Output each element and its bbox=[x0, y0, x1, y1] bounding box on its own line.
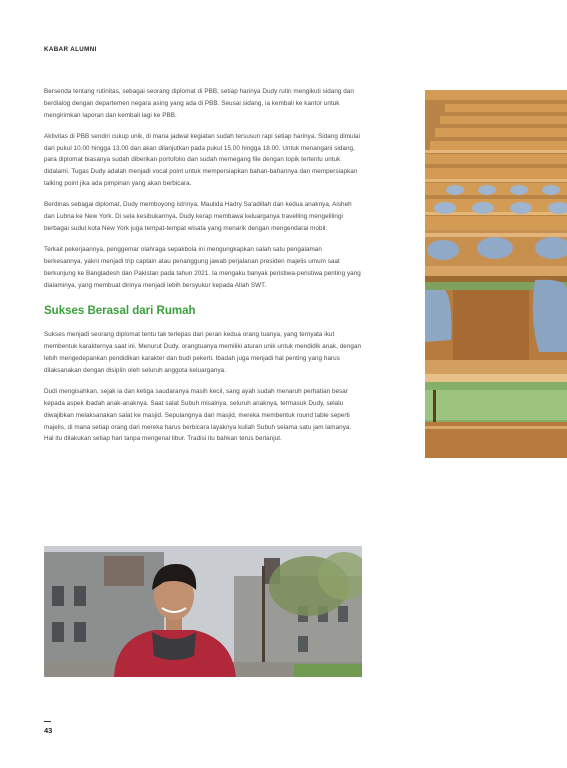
alumni-portrait-photo bbox=[44, 546, 362, 677]
section-label: KABAR ALUMNI bbox=[44, 46, 97, 53]
article-paragraph: Dudi mengisahkan, sejak ia dan ketiga saudaranya masih kecil, sang ayah sudah menaruh perhatian besar kepada aspek ibadah anak-anaknya. Saat salat Subuh misalnya, seluruh anaknya, termasuk Dudy, selalu diwajibkan melaksanakan salat ke masjid. Sepulangnya dari masjid, mereka membentuk round table seperti majelis, di mana setiap orang dari mereka harus berbicara layaknya kuliah Subuh selama satu jam lamanya. Hal itu dilakukan setiap hari tanpa mengenal libur. Tradisi itu bahkan terus berlanjut. bbox=[44, 388, 352, 443]
article-body bbox=[44, 86, 362, 445]
article-paragraph: Berdinas sebagai diplomat, Dudy memboyong istrinya, Maulida Hadry Sa'adillah dan kedua anaknya, Aisheh dan Lubna ke New York. Di sela kesibukannya, Dudy kerap membawa keluarganya travelling mengelilingi berbagai sudut kota New York juga tempat-tempat wisata yang menarik dengan mengendarai mobil. bbox=[44, 201, 352, 232]
page-number: 43 bbox=[44, 726, 53, 735]
page-number-rule bbox=[44, 721, 51, 722]
article-paragraph: Terkait pekerjaannya, penggemar olahraga sepakbola ini mengungkapkan salah satu pengalaman berkesannya, yakni menjadi trip captain atau penanggung jawab perjalanan presiden majelis umum saat berkunjung ke Bangladesh dan Pakistan pada tahun 2021. Ia mengaku banyak peristiwa-peristiwa penting yang dialaminya, yang membuat dirinya menjadi lebih bersyukur kepada Allah SWT. bbox=[44, 246, 361, 289]
article-paragraph: Bersenda tentang rutinitas, sebagai seorang diplomat di PBB, setiap harinya Dudy rutin mengikuti sidang dan berdialog dengan departemen negara asing yang ada di PBB. Seusai sidang, ia kembali ke kantor untuk mengirimkan laporan dan kembali lagi ke PBB. bbox=[44, 88, 354, 119]
article-paragraph: Sukses menjadi seorang diplomat tentu tak terlepas dari peran kedua orang tuanya, yang ternyata ikut membentuk karakternya saat ini. Menurut Dudy, orangtuanya memiliki aturan unik untuk mendidik anak, dengan lebih mengedepankan pendidikan karakter dan budi pekerti. Ibadah juga menjadi hal penting yang harus dilaksanakan dengan disiplin oleh seluruh anggota keluarganya. bbox=[44, 331, 362, 374]
article-subheading: Sukses Berasal dari Rumah bbox=[44, 305, 196, 318]
article-paragraph: Aktivitas di PBB sendiri cukup unik, di mana jadwal kegiatan sudah tersusun rapi setiap harinya. Sidang dimulai dari pukul 10.00 hingga 13.00 dan akan dilanjutkan pada pukul 15.00 hingga 18.00. Untuk menangani sidang, para diplomat biasanya sudah diberikan portofolio dan sudah memegang file dengan topik tertentu untuk didalami. Tugas Dudy adalah menjadi vocal point untuk mempersiapkan bahan-bahannya dan mempersiapkan talking point jika ada pimpinan yang akan berbicara. bbox=[44, 132, 361, 188]
assembly-hall-photo bbox=[425, 90, 567, 458]
